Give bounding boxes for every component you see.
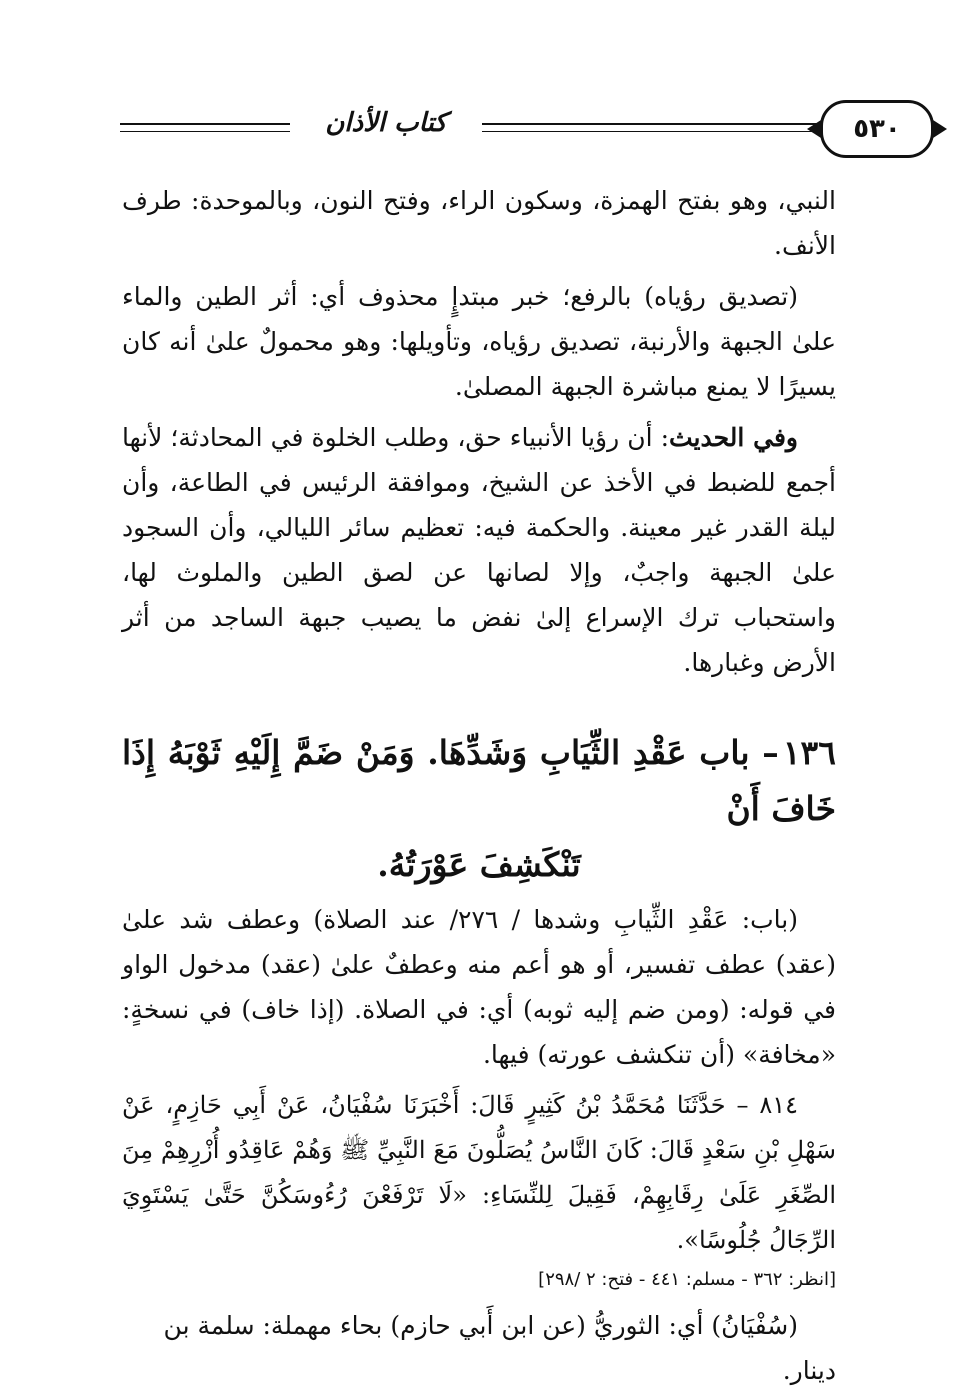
hadith-reference: [انظر: ٣٦٢ - مسلم: ٤٤١ - فتح: ٢ /٢٩٨] xyxy=(538,1269,836,1290)
page-number: ٥٣٠ xyxy=(853,114,901,144)
commentary-paragraph: (سُفْيَانُ) أي: الثوريُّ (عن ابن أَبي حازم) بحاء مهملة: سلمة بن xyxy=(163,1311,798,1340)
commentary-paragraph: (باب: عَقْدِ الثِّيابِ وشدها / ٢٧٦/ عند الصلاة) وعطف شد علىٰ (عقد) عطف تفسير، أو هو أعم منه وعطفٌ علىٰ (عقد) مدخول الواو في قوله: (ومن ضم إليه ثوبه) أي: في الصلاة. (إذا خاف) في نسخةٍ: «مخافة» (أن تنكشف عورته) فيها. xyxy=(122,905,836,1069)
chapter-title-line2: تَنْكَشِفَ عَوْرَتُهُ. xyxy=(377,845,581,884)
hadith-text: ٨١٤ – حَدَّثَنَا مُحَمَّدُ بْنُ كَثِيرٍ قَالَ: أَخْبَرَنَا سُفْيَانُ، عَنْ أَبِي حَازِمٍ، عَنْ سَهْلِ بْنِ سَعْدٍ قَالَ: كَانَ النَّاسُ يُصَلُّونَ مَعَ النَّبِيِّ ﷺ وَهُمْ عَاقِدُو أُزْرِهِمْ مِنَ الصِّغَرِ عَلَىٰ رِقَابِهِمْ، فَقِيلَ لِلنِّسَاءِ: «لَا تَرْفَعْنَ رُءُوسَكُنَّ حَتَّىٰ يَسْتَوِيَ الرِّجَالُ جُلُوسًا». xyxy=(122,1091,836,1254)
chapter-heading xyxy=(122,725,836,893)
paragraph: (تصديق رؤياه) بالرفع؛ خبر مبتدإٍ محذوف أي: أثر الطين والماء علىٰ الجبهة والأرنبة، تصديق رؤياه، وتأويلها: وهو محمولٌ علىٰ أنه كان يسيرًا لا يمنع مباشرة الجبهة المصلىٰ. xyxy=(122,282,836,401)
page-body xyxy=(122,178,836,1393)
chapter-number: ١٣٦ xyxy=(782,733,836,772)
chapter-title-line1: – باب عَقْدِ الثِّيَابِ وَشَدِّهَا. وَمَنْ ضَمَّ إِلَيْهِ ثَوْبَهُ إِذَا خَافَ أَنْ xyxy=(122,733,836,828)
commentary-paragraph-end: دينار. xyxy=(782,1356,836,1385)
page-header xyxy=(120,100,901,156)
section-lead: وفي الحديث xyxy=(669,423,798,452)
page-number-badge xyxy=(820,100,934,158)
book-title: كتاب الأذان xyxy=(290,108,482,138)
paragraph-text: : أن رؤيا الأنبياء حق، وطلب الخلوة في المحادثة؛ لأنها أجمع للضبط في الأخذ عن الشيخ، وموافقة الرئيس في الطاعة، وأن ليلة القدر غير معينة. والحكمة فيه: تعظيم سائر الليالي، وأن السجود علىٰ الجبهة واجبٌ، وإلا لصانها عن لصق الطين والملوث لها، واستحباب ترك الإسراع إلىٰ نفض ما يصيب جبهة الساجد من أثر الأرض وغبارها. xyxy=(122,423,836,677)
paragraph xyxy=(122,415,836,685)
paragraph: النبي، وهو بفتح الهمزة، وسكون الراء، وفتح النون، وبالموحدة: طرف الأنف. xyxy=(122,186,836,260)
